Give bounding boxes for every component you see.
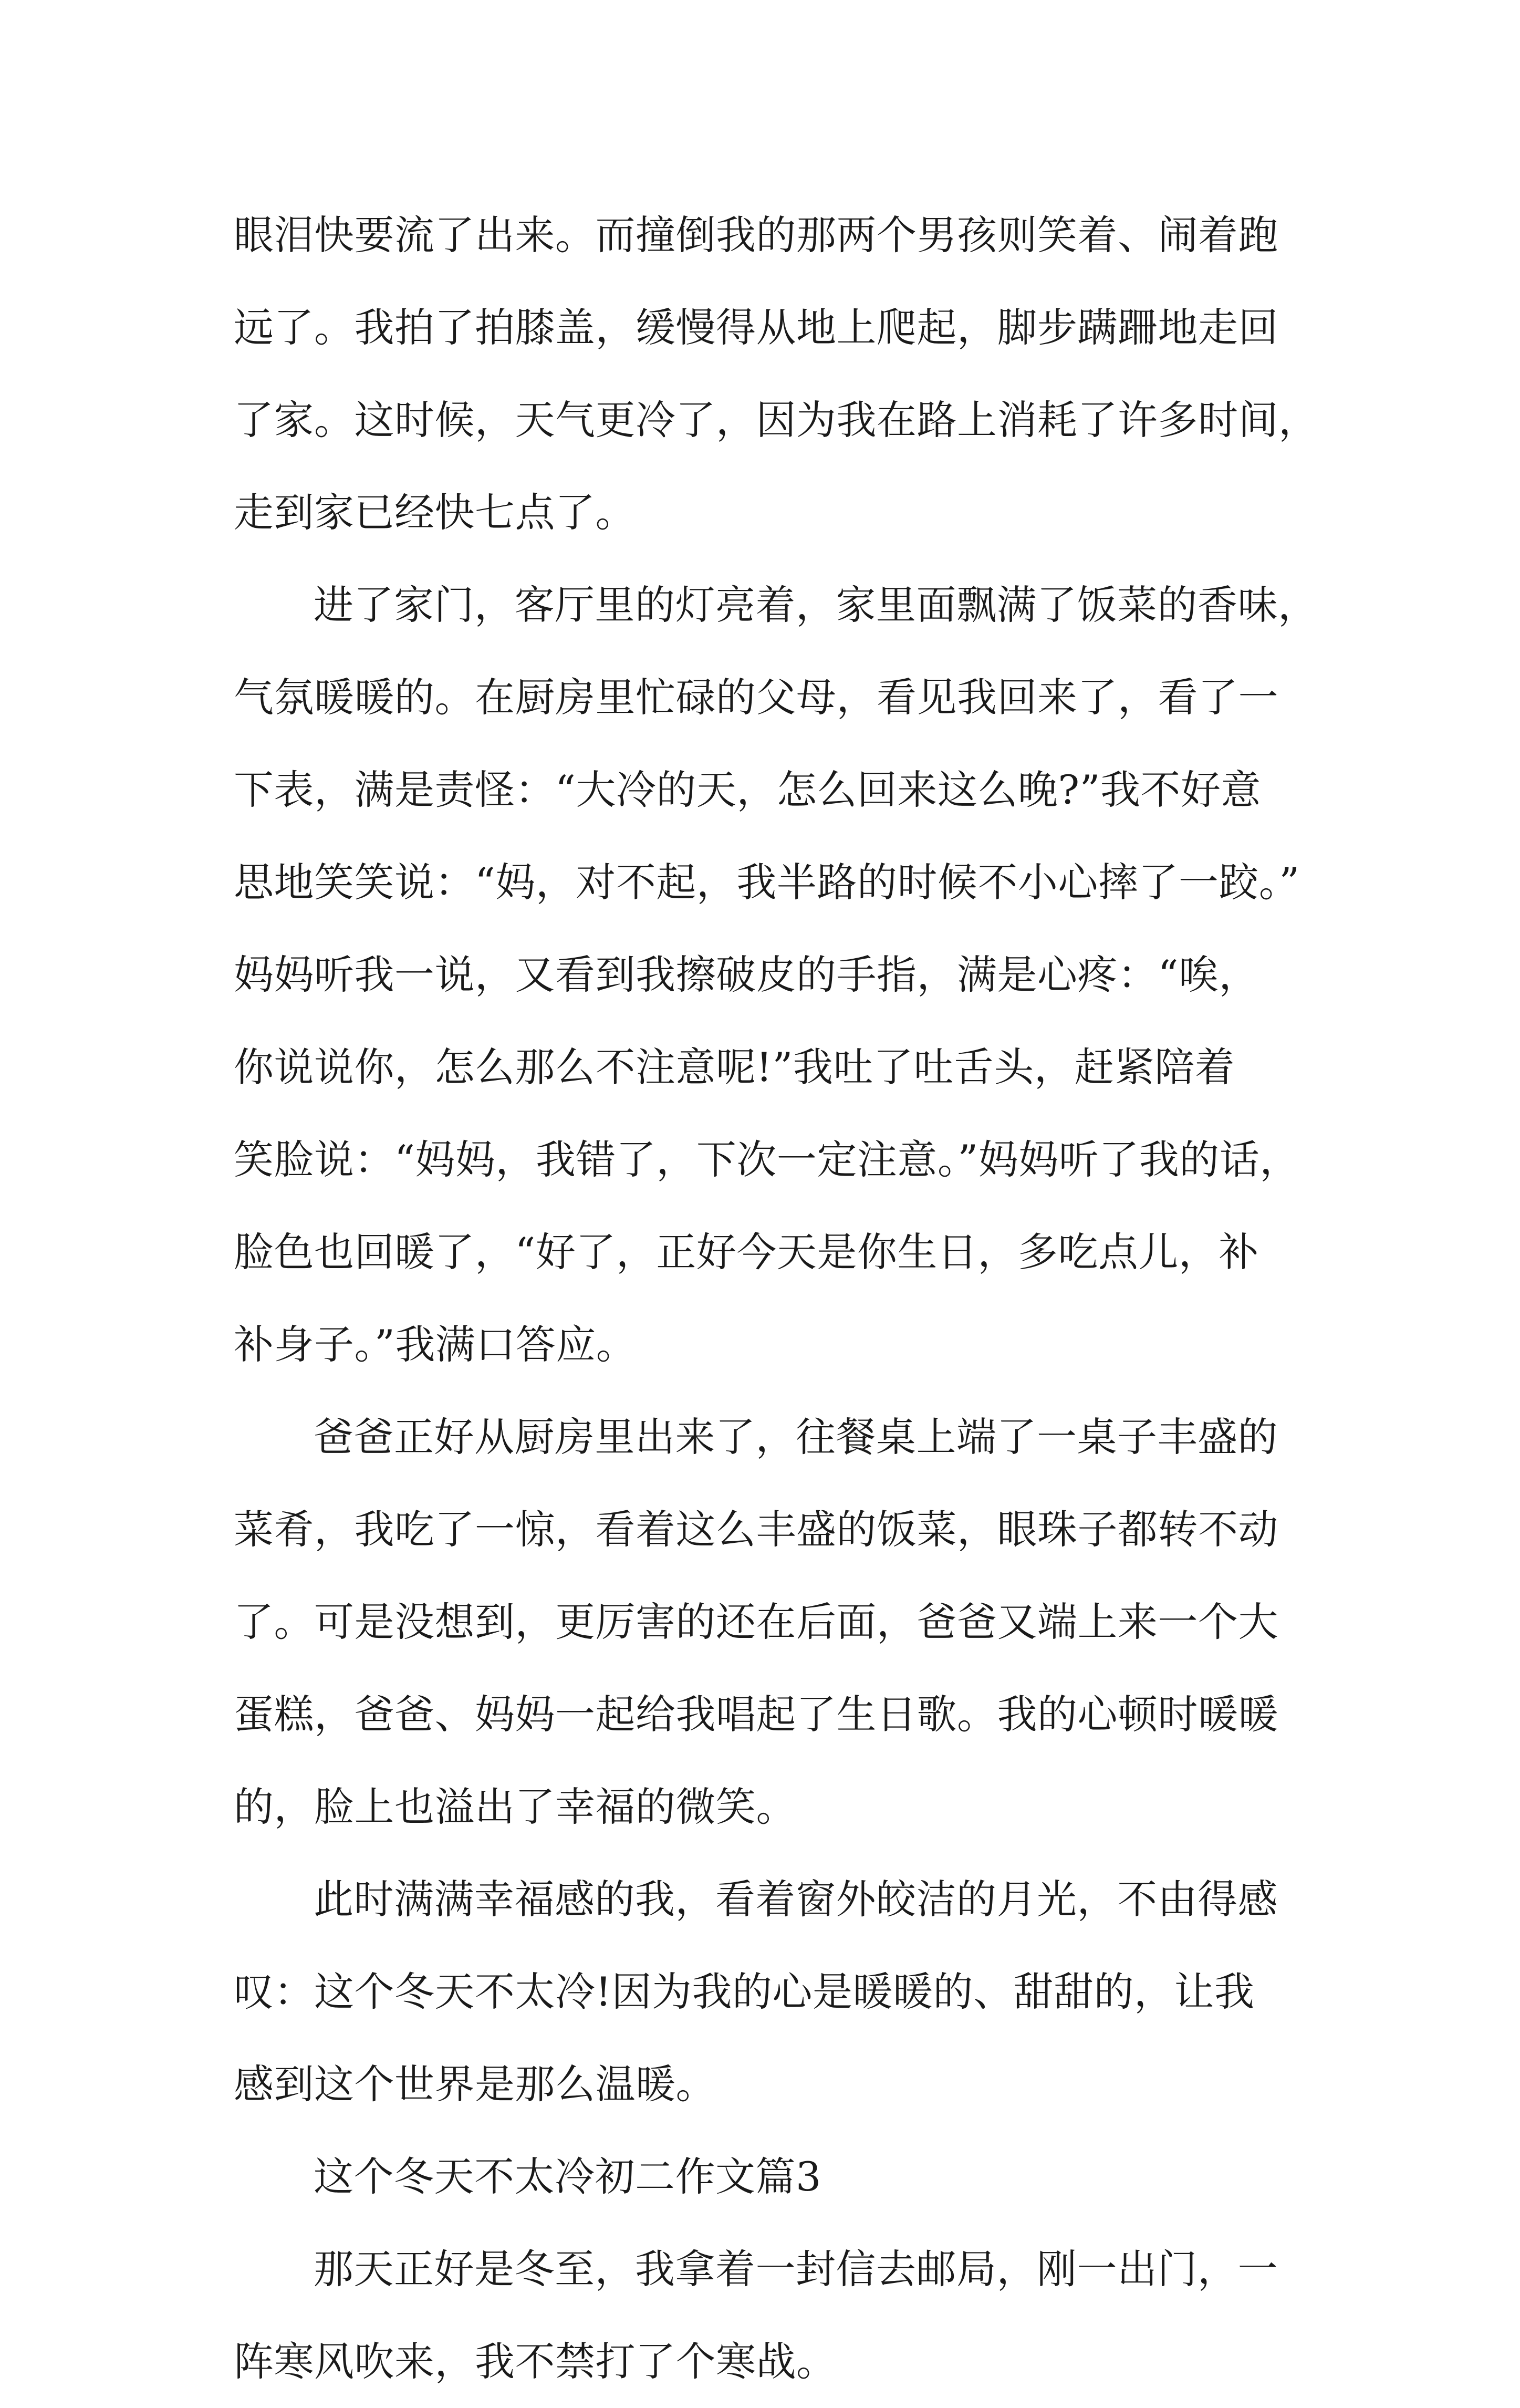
text-line: 叹：这个冬天不太冷!因为我的心是暖暖的、甜甜的，让我 (234, 1968, 1255, 2015)
text-line: 气氛暖暖的。在厨房里忙碌的父母，看见我回来了，看了一 (234, 674, 1278, 721)
text-line: 你说说你，怎么那么不注意呢!”我吐了吐舌头，赶紧陪着 (234, 1044, 1235, 1091)
text-line: 眼泪快要流了出来。而撞倒我的那两个男孩则笑着、闹着跑 (234, 212, 1278, 258)
text-line: 思地笑笑说：“妈，对不起，我半路的时候不小心摔了一跤。” (234, 859, 1300, 906)
text-line: 此时满满幸福感的我，看着窗外皎洁的月光，不由得感 (314, 1876, 1278, 1923)
text-line: 妈妈听我一说，又看到我擦破皮的手指，满是心疼：“唉， (234, 951, 1259, 998)
text-line: 脸色也回暖了，“好了，正好今天是你生日，多吃点儿，补 (234, 1229, 1259, 1275)
text-line: 走到家已经快七点了。 (234, 489, 636, 536)
text-line: 那天正好是冬至，我拿着一封信去邮局，刚一出门，一 (314, 2246, 1278, 2292)
text-line: 阵寒风吹来，我不禁打了个寒战。 (234, 2338, 837, 2385)
text-line: 菜肴，我吃了一惊，看着这么丰盛的饭菜，眼珠子都转不动 (234, 1506, 1278, 1553)
text-line: 了。可是没想到，更厉害的还在后面，爸爸又端上来一个大 (234, 1599, 1278, 1645)
text-line: 了家。这时候，天气更冷了，因为我在路上消耗了许多时间， (234, 397, 1319, 443)
text-line: 爸爸正好从厨房里出来了，往餐桌上端了一桌子丰盛的 (314, 1414, 1278, 1460)
text-line: 蛋糕，爸爸、妈妈一起给我唱起了生日歌。我的心顿时暖暖 (234, 1691, 1278, 1738)
text-line: 的，脸上也溢出了幸福的微笑。 (234, 1783, 796, 1830)
text-line: 感到这个世界是那么温暖。 (234, 2061, 716, 2108)
text-line: 进了家门，客厅里的灯亮着，家里面飘满了饭菜的香味， (314, 582, 1318, 628)
document-body (234, 189, 1319, 2408)
text-line: 笑脸说：“妈妈，我错了，下次一定注意。”妈妈听了我的话， (234, 1136, 1300, 1183)
text-line: 下表，满是责怪：“大冷的天，怎么回来这么晚?”我不好意 (234, 766, 1261, 813)
text-line: 补身子。”我满口答应。 (234, 1321, 637, 1368)
text-line: 远了。我拍了拍膝盖，缓慢得从地上爬起，脚步蹒跚地走回 (234, 304, 1278, 351)
section-heading: 这个冬天不太冷初二作文篇3 (314, 2153, 821, 2200)
